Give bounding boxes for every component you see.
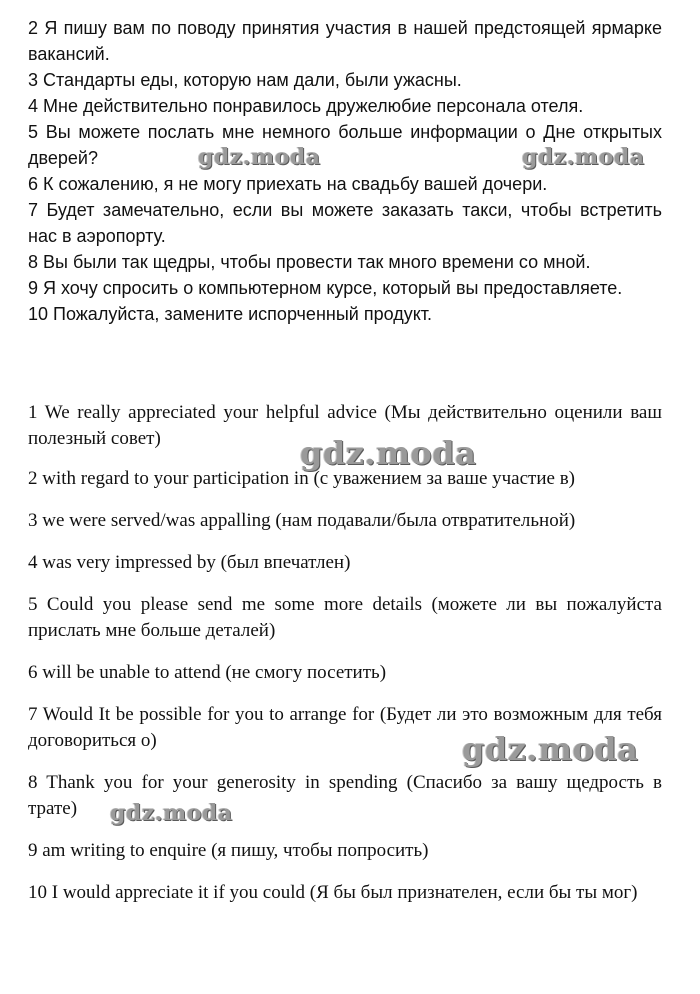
watermark: gdz.moda	[522, 144, 645, 170]
russian-sentence: 9 Я хочу спросить о компьютерном курсе, который вы предоставляете.	[28, 278, 623, 298]
russian-sentence: 10 Пожалуйста, замените испорченный продукт.	[28, 304, 433, 324]
watermark: gdz.moda	[462, 730, 639, 768]
english-answer: 9 am writing to enquire (я пишу, чтобы попросить)	[28, 840, 429, 861]
english-answer: 8 Thank you for your generosity in spending (Спасибо за вашу щедрость в трате)	[28, 772, 662, 819]
english-answer: 10 I would appreciate it if you could (Я бы был признателен, если бы ты мог)	[28, 882, 638, 903]
english-answer: 6 will be unable to attend (не смогу посетить)	[28, 662, 387, 683]
english-answers-list	[28, 400, 662, 906]
russian-sentence: 3 Стандарты еды, которую нам дали, были ужасны.	[28, 70, 462, 90]
english-answer: 3 we were served/was appalling (нам подавали/была отвратительной)	[28, 510, 576, 531]
english-answer: 7 Would It be possible for you to arrange for (Будет ли это возможным для тебя договориться о)	[28, 704, 662, 751]
english-answer: 4 was very impressed by (был впечатлен)	[28, 552, 351, 573]
watermark: gdz.moda	[198, 144, 321, 170]
russian-sentences-list	[28, 15, 662, 327]
russian-sentence: 8 Вы были так щедры, чтобы провести так много времени со мной.	[28, 252, 591, 272]
russian-sentence: 6 К сожалению, я не могу приехать на свадьбу вашей дочери.	[28, 174, 548, 194]
russian-sentence: 7 Будет замечательно, если вы можете заказать такси, чтобы встретить нас в аэропорту.	[28, 200, 662, 246]
watermark: gdz.moda	[300, 434, 477, 472]
watermark: gdz.moda	[110, 800, 233, 826]
russian-sentence: 4 Мне действительно понравилось дружелюбие персонала отеля.	[28, 96, 584, 116]
english-answer: 2 with regard to your participation in (с уважением за ваше участие в)	[28, 468, 576, 489]
english-answer: 1 We really appreciated your helpful advice (Мы действительно оценили ваш полезный совет)	[28, 402, 662, 449]
russian-sentence: 5 Вы можете послать мне немного больше информации о Дне открытых дверей?	[28, 122, 662, 168]
english-answer: 5 Could you please send me some more details (можете ли вы пожалуйста прислать мне больше деталей)	[28, 594, 662, 641]
russian-sentence: 2 Я пишу вам по поводу принятия участия в нашей предстоящей ярмарке вакансий.	[28, 18, 662, 64]
